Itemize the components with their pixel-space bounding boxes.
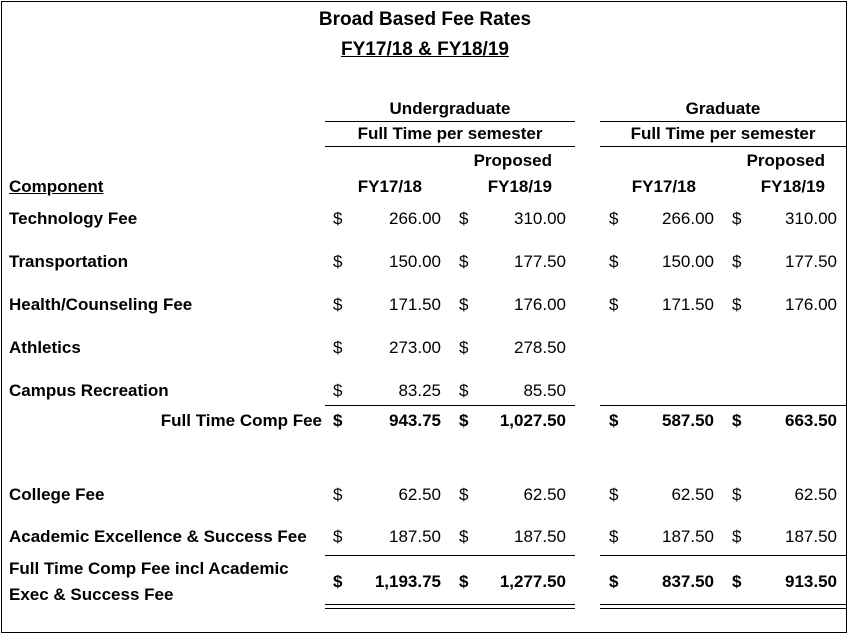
- currency-symbol: $: [459, 527, 469, 546]
- currency-symbol: $: [459, 572, 469, 591]
- currency-symbol: $: [732, 295, 742, 314]
- gr-fy1718-value: 171.50: [662, 295, 714, 314]
- currency-symbol: $: [459, 381, 469, 400]
- total-double-rule-gr: [600, 604, 846, 609]
- ug-fy1718-value: 171.50: [389, 295, 441, 314]
- ug-proposed-header: Proposed: [473, 151, 552, 170]
- gr-fy1819-total: 913.50: [785, 572, 837, 591]
- currency-symbol: $: [732, 209, 742, 228]
- page-subtitle: FY17/18 & FY18/19: [341, 39, 509, 60]
- ug-fy1718-value: 83.25: [398, 381, 441, 400]
- ug-fy1819-subtotal: 1,027.50: [499, 411, 566, 430]
- row-label: Health/Counseling Fee: [9, 295, 193, 314]
- currency-symbol: $: [459, 485, 469, 504]
- gr-fy1819-value: 177.50: [785, 252, 837, 271]
- currency-symbol: $: [333, 338, 343, 357]
- gr-fy1718-value: 187.50: [662, 527, 714, 546]
- row-label: Campus Recreation: [9, 381, 169, 400]
- gr-fy1718-value: 266.00: [662, 209, 714, 228]
- currency-symbol: $: [732, 572, 742, 591]
- currency-symbol: $: [459, 209, 469, 228]
- currency-symbol: $: [609, 485, 619, 504]
- gr-fy1819-subtotal: 663.50: [785, 411, 837, 430]
- gr-fy1819-value: 187.50: [785, 527, 837, 546]
- ug-fy1819-value: 187.50: [514, 527, 566, 546]
- total-top-rule-ug: [325, 555, 575, 556]
- currency-symbol: $: [333, 295, 343, 314]
- graduate-subheader-rule: [600, 146, 846, 147]
- graduate-subheader: Full Time per semester: [630, 124, 816, 143]
- currency-symbol: $: [609, 411, 619, 430]
- ug-fy1718-value: 62.50: [398, 485, 441, 504]
- currency-symbol: $: [609, 252, 619, 271]
- ug-fy1819-total: 1,277.50: [499, 572, 566, 591]
- row-label: Athletics: [9, 338, 81, 357]
- gr-fy1819-value: 176.00: [785, 295, 837, 314]
- currency-symbol: $: [333, 485, 343, 504]
- currency-symbol: $: [732, 411, 742, 430]
- total-top-rule-gr: [600, 555, 846, 556]
- ug-fy1819-value: 176.00: [514, 295, 566, 314]
- currency-symbol: $: [459, 338, 469, 357]
- undergraduate-subheader-rule: [325, 146, 575, 147]
- gr-proposed-header: Proposed: [746, 151, 825, 170]
- currency-symbol: $: [459, 252, 469, 271]
- gr-fy1819-header: FY18/19: [760, 177, 825, 196]
- gr-fy1718-value: 62.50: [671, 485, 714, 504]
- currency-symbol: $: [609, 572, 619, 591]
- subtotal-rule-gr: [600, 405, 846, 406]
- row-label: Academic Excellence & Success Fee: [9, 527, 307, 546]
- undergraduate-subheader: Full Time per semester: [357, 124, 543, 143]
- gr-fy1718-subtotal: 587.50: [662, 411, 714, 430]
- currency-symbol: $: [732, 527, 742, 546]
- gr-fy1718-value: 150.00: [662, 252, 714, 271]
- currency-symbol: $: [333, 572, 343, 591]
- currency-symbol: $: [333, 527, 343, 546]
- ug-fy1718-subtotal: 943.75: [389, 411, 441, 430]
- component-column-header: Component: [9, 177, 104, 196]
- gr-fy1819-value: 310.00: [785, 209, 837, 228]
- ug-fy1718-value: 266.00: [389, 209, 441, 228]
- currency-symbol: $: [333, 252, 343, 271]
- currency-symbol: $: [459, 295, 469, 314]
- currency-symbol: $: [732, 252, 742, 271]
- gr-fy1718-header: FY17/18: [631, 177, 696, 196]
- gr-fy1819-value: 62.50: [794, 485, 837, 504]
- subtotal-label: Full Time Comp Fee: [160, 411, 322, 430]
- ug-fy1819-header: FY18/19: [487, 177, 552, 196]
- page-title: Broad Based Fee Rates: [318, 9, 532, 30]
- ug-fy1718-total: 1,193.75: [374, 572, 441, 591]
- ug-fy1718-value: 150.00: [389, 252, 441, 271]
- currency-symbol: $: [609, 295, 619, 314]
- total-double-rule-ug: [325, 604, 575, 609]
- currency-symbol: $: [333, 209, 343, 228]
- currency-symbol: $: [333, 381, 343, 400]
- graduate-header: Graduate: [685, 99, 761, 118]
- undergraduate-header: Undergraduate: [389, 99, 511, 118]
- ug-fy1718-value: 187.50: [389, 527, 441, 546]
- currency-symbol: $: [459, 411, 469, 430]
- ug-fy1819-value: 278.50: [514, 338, 566, 357]
- row-label: Technology Fee: [9, 209, 138, 228]
- ug-fy1819-value: 85.50: [523, 381, 566, 400]
- currency-symbol: $: [333, 411, 343, 430]
- gr-fy1718-total: 837.50: [662, 572, 714, 591]
- ug-fy1718-header: FY17/18: [357, 177, 422, 196]
- ug-fy1819-value: 310.00: [514, 209, 566, 228]
- ug-fy1819-value: 177.50: [514, 252, 566, 271]
- subtotal-rule-ug: [325, 405, 575, 406]
- currency-symbol: $: [609, 209, 619, 228]
- currency-symbol: $: [732, 485, 742, 504]
- total-label-line1: Full Time Comp Fee incl Academic: [9, 559, 289, 578]
- ug-fy1819-value: 62.50: [523, 485, 566, 504]
- ug-fy1718-value: 273.00: [389, 338, 441, 357]
- row-label: College Fee: [9, 485, 105, 504]
- total-label-line2: Exec & Success Fee: [9, 585, 174, 604]
- row-label: Transportation: [9, 252, 129, 271]
- graduate-header-rule: [600, 121, 846, 122]
- undergraduate-header-rule: [325, 121, 575, 122]
- currency-symbol: $: [609, 527, 619, 546]
